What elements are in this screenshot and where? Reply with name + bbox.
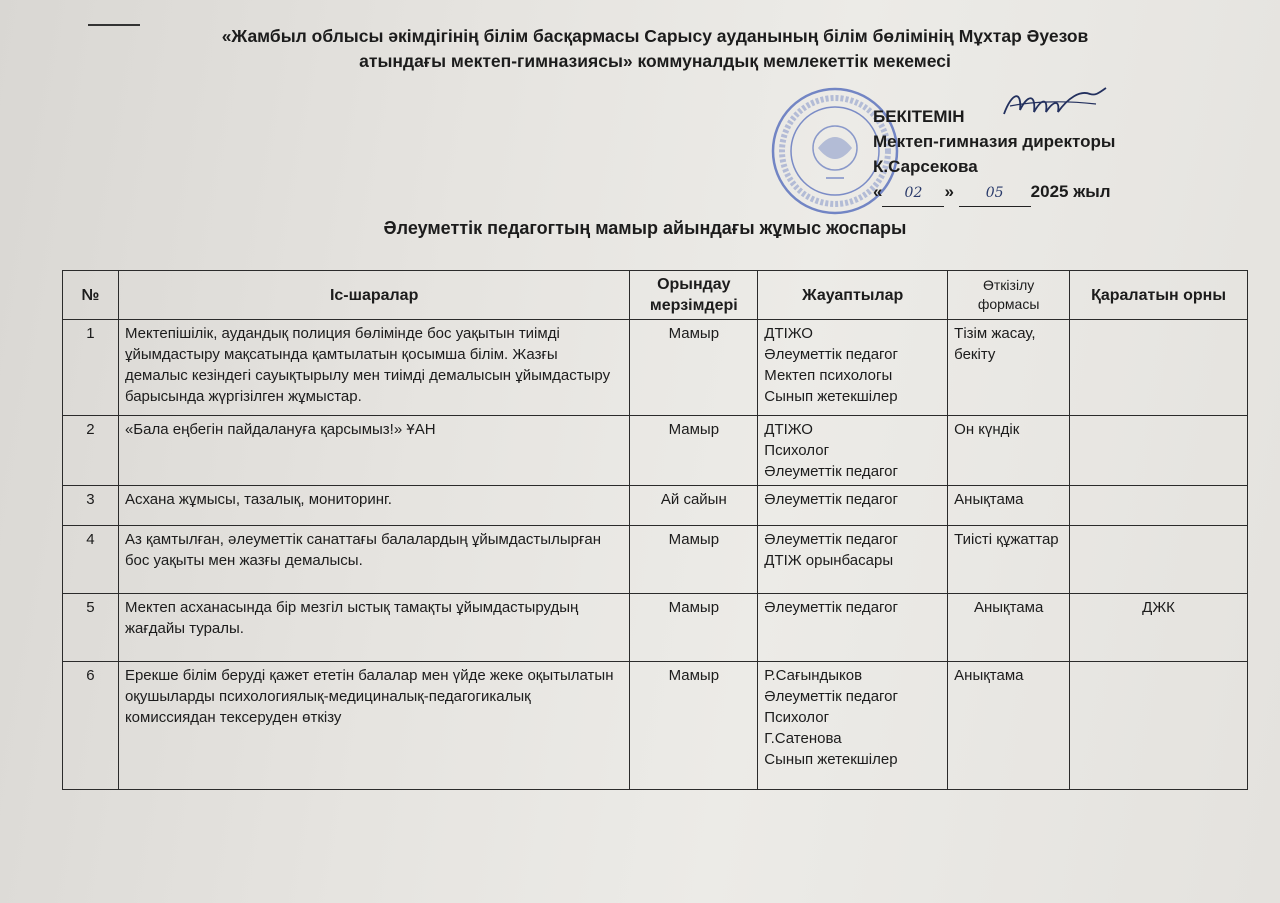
approval-position: Мектеп-гимназия директоры — [873, 132, 1116, 151]
table-row — [63, 526, 1248, 594]
cell-period: Мамыр — [630, 320, 758, 416]
header-place: Қаралатын орны — [1070, 271, 1248, 320]
cell-event: Асхана жұмысы, тазалық, мониторинг. — [118, 486, 629, 526]
cell-num: 2 — [63, 416, 119, 486]
cell-form: Анықтама — [948, 662, 1070, 790]
cell-period: Мамыр — [630, 416, 758, 486]
cell-responsible: ДТІЖО Әлеуметтік педагог Мектеп психологы Сынып жетекшілер — [758, 320, 948, 416]
approval-label: БЕКІТЕМІН — [873, 107, 965, 126]
cell-period: Ай сайын — [630, 486, 758, 526]
institution-header — [160, 24, 1150, 74]
cell-place — [1070, 662, 1248, 790]
table-row — [63, 594, 1248, 662]
cell-event: Мектепішілік, аудандық полиция бөлімінде бос уақытын тиімді ұйымдастыру мақсатында қамтылатын қосымша білім. Жазғы демалыс кезіндегі сауықтырылу мен тиімді демалысын ұйымдастыру барысында жүргізілген жұмыстар. — [118, 320, 629, 416]
cell-form: Анықтама — [948, 486, 1070, 526]
cell-num: 3 — [63, 486, 119, 526]
cell-responsible: Р.Сағындыков Әлеуметтік педагог Психолог Г.Сатенова Сынып жетекшілер — [758, 662, 948, 790]
cell-num: 5 — [63, 594, 119, 662]
cell-period: Мамыр — [630, 594, 758, 662]
document-title: Әлеуметтік педагогтың мамыр айындағы жұмыс жоспары — [383, 218, 907, 238]
header-form: Өткізілу формасы — [948, 271, 1070, 320]
approval-date-close: » — [944, 182, 954, 201]
header-line-2: атындағы мектеп-гимназиясы» коммуналдық мемлекеттік мекемесі — [359, 51, 951, 71]
approval-name: К.Сарсекова — [873, 157, 978, 176]
approval-date-month: 05 — [959, 179, 1031, 207]
header-line-1: «Жамбыл облысы әкімдігінің білім басқармасы Сарысу ауданының білім бөлімінің Мұхтар Әуезов — [221, 26, 1089, 46]
cell-place — [1070, 416, 1248, 486]
cell-form: Тиісті құжаттар — [948, 526, 1070, 594]
cell-responsible: Әлеуметтік педагог ДТІЖ орынбасары — [758, 526, 948, 594]
header-num: № — [63, 271, 119, 320]
cell-place — [1070, 526, 1248, 594]
table-row — [63, 486, 1248, 526]
top-rule — [88, 24, 140, 26]
cell-event: Ерекше білім беруді қажет ететін балалар мен үйде жеке оқытылатын оқушыларды психологиялық-медициналық-педагогикалық комиссиядан тексеруден өткізу — [118, 662, 629, 790]
header-responsible: Жауаптылар — [758, 271, 948, 320]
cell-responsible: Әлеуметтік педагог — [758, 486, 948, 526]
approval-date — [873, 179, 1173, 207]
cell-event: Аз қамтылған, әлеуметтік санаттағы балалардың ұйымдастылырған бос уақыты мен жазғы демалысы. — [118, 526, 629, 594]
cell-place: ДЖК — [1070, 594, 1248, 662]
cell-form: Он күндік — [948, 416, 1070, 486]
table-row — [63, 320, 1248, 416]
approval-date-year: 2025 жыл — [1030, 182, 1111, 201]
work-plan-table — [62, 270, 1248, 790]
cell-period: Мамыр — [630, 526, 758, 594]
approval-date-day: 02 — [882, 179, 944, 207]
cell-place — [1070, 486, 1248, 526]
cell-period: Мамыр — [630, 662, 758, 790]
cell-place — [1070, 320, 1248, 416]
cell-responsible: ДТІЖО Психолог Әлеуметтік педагог — [758, 416, 948, 486]
cell-num: 4 — [63, 526, 119, 594]
cell-event: Мектеп асханасында бір мезгіл ыстық тамақты ұйымдастырудың жағдайы туралы. — [118, 594, 629, 662]
cell-num: 1 — [63, 320, 119, 416]
table-row — [63, 662, 1248, 790]
header-period: Орындау мерзімдері — [630, 271, 758, 320]
approval-date-open: « — [873, 182, 883, 201]
cell-form: Анықтама — [948, 594, 1070, 662]
cell-form: Тізім жасау, бекіту — [948, 320, 1070, 416]
approval-block — [873, 104, 1173, 207]
table-header-row — [63, 271, 1248, 320]
header-event: Іс-шаралар — [118, 271, 629, 320]
cell-num: 6 — [63, 662, 119, 790]
table-row — [63, 416, 1248, 486]
cell-responsible: Әлеуметтік педагог — [758, 594, 948, 662]
cell-event: «Бала еңбегін пайдалануға қарсымыз!» ҰАН — [118, 416, 629, 486]
